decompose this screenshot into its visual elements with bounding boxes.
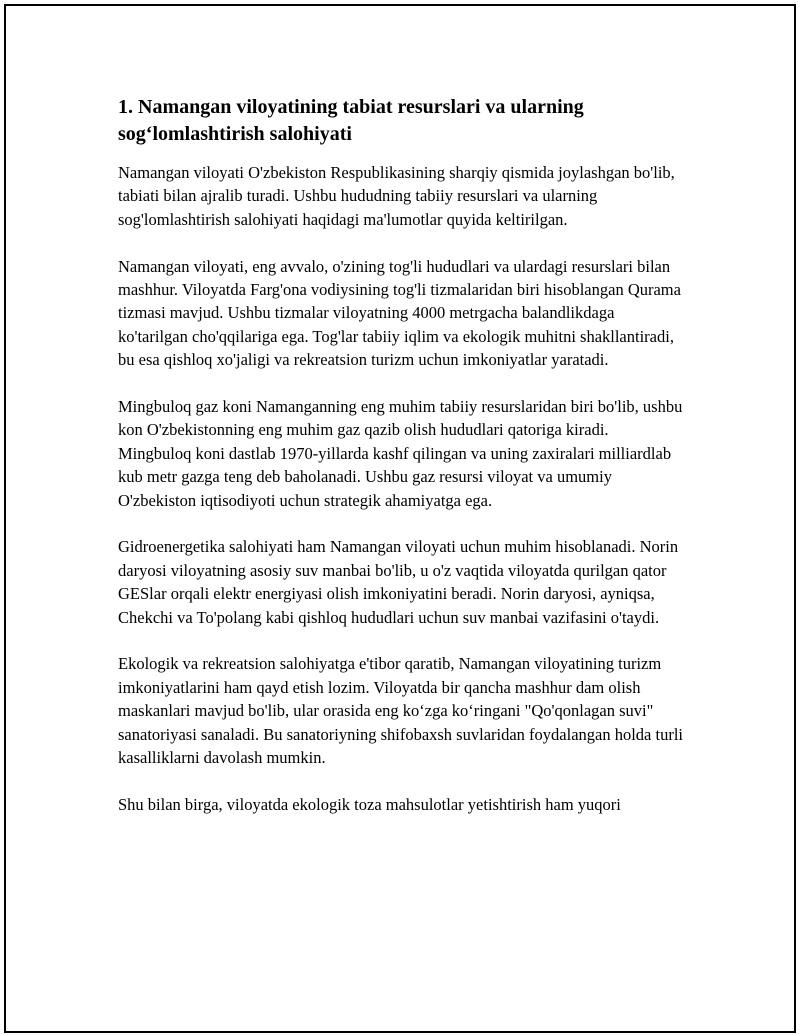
paragraph-recreation: Ekologik va rekreatsion salohiyatga e'tibor qaratib, Namangan viloyatining turizm imkoniyatlarini ham qayd etish lozim. Viloyatda bir qancha mashhur dam olish maskanlari mavjud bo'lib, ular orasida eng ko‘zga ko‘ringani "Qo'qonlagan suvi" sanatoriyasi sanaladi. Bu sanatoriyning shifobaxsh suvlaridan foydalangan holda turli kasalliklarni davolash mumkin. (118, 654, 683, 768)
paragraph-gas-field: Mingbuloq gaz koni Namanganning eng muhim tabiiy resurslaridan biri bo'lib, ushbu kon O'zbekistonning eng muhim gaz qazib olish hududlari qatoriga kiradi. Mingbuloq koni dastlab 1970-yillarda kashf qilingan va uning zaxiralari milliardlab kub metr gazga teng deb baholanadi. Ushbu gaz resursi viloyat va umumiy O'zbekiston iqtisodiyoti uchun strategik ahamiyatga ega. (118, 397, 683, 510)
paragraph-intro: Namangan viloyati O'zbekiston Respublikasining sharqiy qismida joylashgan bo'lib, tabiati bilan ajralib turadi. Ushbu hududning tabiiy resurslari va ularning sog'lomlashtirish salohiyati haqidagi ma'lumotlar quyida keltirilgan. (118, 163, 675, 229)
paragraph-hydropower: Gidroenergetika salohiyati ham Namangan viloyati uchun muhim hisoblanadi. Norin daryosi viloyatning asosiy suv manbai bo'lib, u o'z vaqtida viloyatda qurilgan qator GESlar orqali elektr energiyasi olish imkoniyatini beradi. Norin daryosi, ayniqsa, Chekchi va To'polang kabi qishloq hududlari uchun suv manbai vazifasini o'taydi. (118, 537, 679, 627)
paragraph-mountains: Namangan viloyati, eng avvalo, o'zining tog'li hududlari va ulardagi resurslari bilan mashhur. Viloyatda Farg'ona vodiysining tog'li tizmalaridan biri hisoblangan Qurama tizmasi mavjud. Ushbu tizmalar viloyatning 4000 metrgacha balandlikdaga ko'tarilgan cho'qqilariga ega. Tog'lar tabiiy iqlim va ekologik muhitni shakllantiradi, bu esa qishloq xo'jaligi va rekreatsion turizm uchun imkoniyatlar yaratadi. (118, 256, 681, 370)
section-title: 1. Namangan viloyatining tabiat resurslari va ularning sog‘lomlashtirish salohiyati (118, 96, 584, 145)
document-body (118, 94, 684, 840)
paragraph-ecology: Shu bilan birga, viloyatda ekologik toza mahsulotlar yetishtirish ham yuqori (118, 794, 621, 814)
